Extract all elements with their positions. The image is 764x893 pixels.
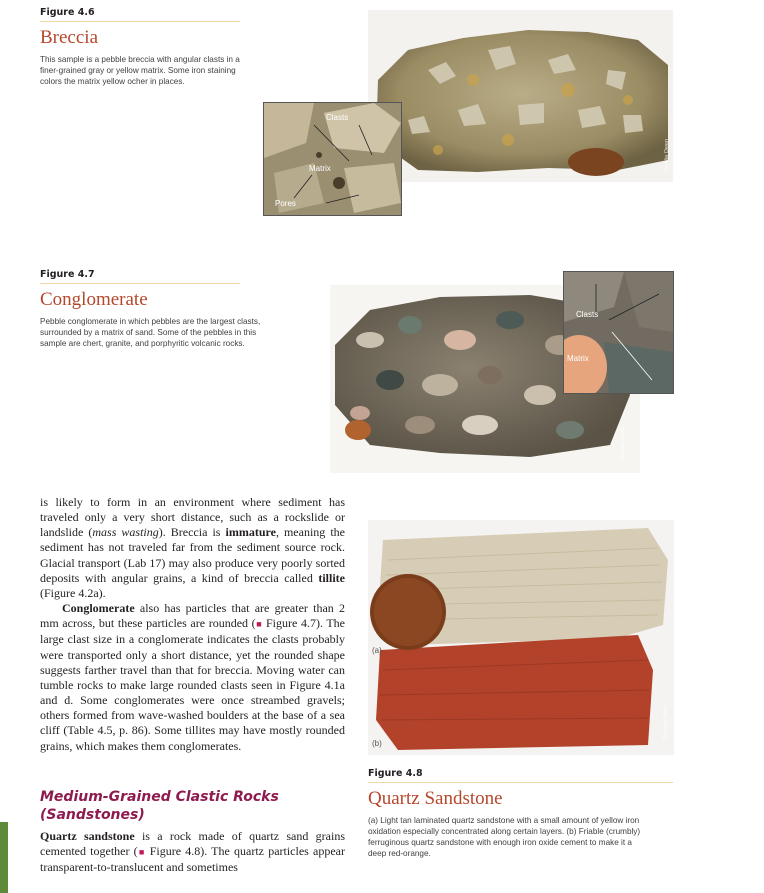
sidebar-green-tab [0,822,8,893]
fig48-part-b-label: (b) [372,739,382,748]
figure-ref-square-icon-2: ■ [137,847,146,858]
body-p2-b: Figure 4.7). The large clast size in a conglomerate indicates the clasts probably were transported only a short distance, yet the rounded shape suggests farther travel than that for breccia. Moving water can tumble rocks to make large rounded clasts seen in Figure 4.1a and d. Some conglomerates were once streambed gravels; others formed from wave-washed boulders at the base of a sea cliff (Table 4.5, p. 86). Some tillites may have mostly rounded grains, which makes them conglomerates. [40,616,346,753]
fig48-caption: (a) Light tan laminated quartz sandstone with a small amount of yellow iron oxidation especially concentrated along certain layers. (b) Friable (crumbly) ferruginous quartz sandstone with enough iron oxide cement to make it a deep red-orange. [368,816,641,858]
fig46-credit: Claudia Owen [664,139,670,174]
body-p2-a: also has particles that are greater than 2 mm across, but these particles are rounded ( [40,601,345,631]
fig48-credit: Claudia Owen [663,705,669,740]
body-column-text [40,495,345,754]
figure-ref-square-icon: ■ [255,619,263,630]
body-p1-bold: immature [225,525,276,540]
inset-pores-label: Pores [275,199,296,208]
body-p1-d: (Figure 4.2a). [40,585,106,600]
body-p1-a: is likely to form in an environment where sediment has traveled only a very short distance, such as a rockslide or landslide ( [40,495,345,540]
sandstone-photo [368,520,674,755]
fig47-credit: Claudia Owen [620,428,626,463]
inset-clasts-label: Clasts [326,113,349,122]
body-p1-bold2: tillite [318,570,345,585]
fig48-rule [368,782,673,783]
fig47-label: Figure 4.7 [40,269,95,280]
body-p3 [40,829,345,875]
body-p1-italic: mass wasting [92,525,159,540]
conglomerate-inset-clasts-label: Clasts [576,310,599,319]
body-p1-c: , meaning the sediment has not traveled far from the sediment source rock. Glacial transport (Lab 17) may also produce very poorly sorted deposits with angular grains, a kind of breccia called [40,525,345,585]
fig47-caption: Pebble conglomerate in which pebbles are the largest clasts, surrounded by a matrix of sand. Some of the pebbles in this sample are chert, granite, and porphyritic volcanic rocks. [40,317,261,348]
fig48-title: Quartz Sandstone [368,788,503,809]
section-heading: Medium-Grained Clastic Rocks (Sandstones) [40,789,279,823]
fig48-label: Figure 4.8 [368,768,423,779]
breccia-inset [263,102,402,216]
inset-matrix-label: Matrix [309,164,331,173]
fig46-label: Figure 4.6 [40,7,95,18]
body-p1-b: ). Breccia is [158,525,226,540]
fig46-caption: This sample is a pebble breccia with angular clasts in a finer-grained gray or yellow matrix. Some iron staining colors the matrix yellow ocher in places. [40,55,240,86]
fig47-title: Conglomerate [40,289,148,310]
fig46-rule [40,21,240,22]
body-p2-bold: Conglomerate [62,601,135,616]
conglomerate-inset [563,271,674,394]
body-p3-a: is a rock made of quartz sand grains cemented together ( [40,829,345,859]
fig48-part-a-label: (a) [372,646,382,655]
body-p3-b: Figure 4.8). The quartz particles appear transparent-to-translucent and sometimes [40,844,346,875]
conglomerate-inset-matrix-label: Matrix [567,354,589,363]
fig46-title: Breccia [40,27,99,48]
fig47-rule [40,283,240,284]
breccia-photo [368,10,673,182]
body-p3-bold: Quartz sandstone [40,829,135,843]
